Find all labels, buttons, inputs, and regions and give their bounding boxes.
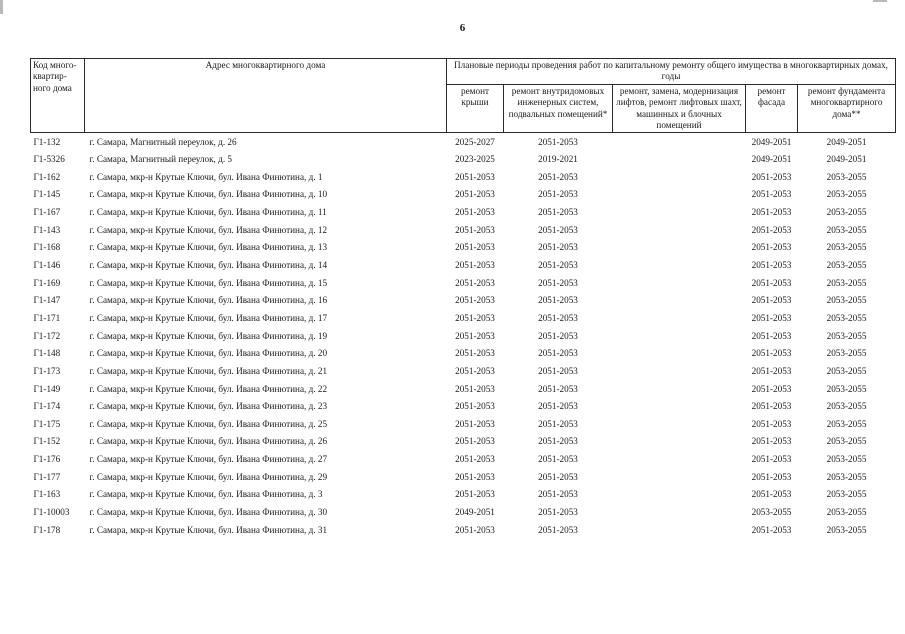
cell-address: г. Самара, мкр-н Крутые Ключи, бул. Ивана Финютина, д. 16	[89, 295, 328, 306]
cell-code: Г1-169	[33, 277, 61, 288]
cell-facade: 2051-2053	[751, 348, 792, 359]
cell-address: г. Самара, мкр-н Крутые Ключи, бул. Ивана Финютина, д. 31	[89, 524, 328, 535]
cell-foundation: 2053-2055	[826, 277, 867, 288]
cell-elevators	[613, 275, 746, 293]
cell-roof: 2023-2025	[455, 154, 495, 165]
cell-elevators	[613, 486, 746, 504]
cell-engineering: 2051-2053	[538, 260, 578, 271]
cell-address: г. Самара, мкр-н Крутые Ключи, бул. Ивана Финютина, д. 27	[89, 454, 328, 465]
cell-facade: 2051-2053	[751, 242, 792, 253]
cell-foundation: 2053-2055	[826, 489, 867, 500]
header-code: Код много-квартир-ного дома	[31, 59, 85, 133]
cell-engineering: 2051-2053	[538, 471, 578, 482]
cell-address: г. Самара, мкр-н Крутые Ключи, бул. Ивана Финютина, д. 30	[89, 507, 328, 517]
cell-foundation: 2053-2055	[826, 189, 867, 200]
cell-elevators	[613, 363, 746, 381]
table-row	[31, 451, 896, 469]
cell-code: Г1-152	[33, 436, 61, 447]
cell-roof: 2051-2053	[455, 260, 495, 271]
cell-facade: 2051-2053	[751, 171, 792, 182]
cell-code: Г1-171	[33, 312, 61, 323]
cell-address: г. Самара, мкр-н Крутые Ключи, бул. Ивана Финютина, д. 11	[89, 207, 327, 218]
header-foundation: ремонт фундамента многоквартирного дома**	[798, 84, 896, 133]
cell-address: г. Самара, мкр-н Крутые Ключи, бул. Ивана Финютина, д. 3	[89, 489, 323, 500]
scan-artifact-top-left	[0, 0, 3, 14]
table-row	[31, 469, 896, 487]
cell-address: г. Самара, мкр-н Крутые Ключи, бул. Ивана Финютина, д. 17	[89, 312, 328, 323]
cell-foundation: 2053-2055	[826, 348, 867, 359]
table-row	[31, 186, 896, 204]
header-facade: ремонт фасада	[746, 84, 798, 133]
header-elevators: ремонт, замена, модернизация лифтов, ремонт лифтовых шахт, машинных и блочных помещений	[613, 84, 746, 133]
cell-foundation: 2053-2055	[826, 507, 867, 517]
cell-facade: 2051-2053	[751, 312, 792, 323]
cell-address: г. Самара, мкр-н Крутые Ключи, бул. Ивана Финютина, д. 13	[89, 242, 328, 253]
cell-foundation: 2053-2055	[826, 365, 867, 376]
scan-artifact-top-right	[873, 0, 887, 2]
table-row	[31, 416, 896, 434]
cell-code: Г1-132	[33, 136, 61, 147]
cell-address: г. Самара, мкр-н Крутые Ключи, бул. Ивана Финютина, д. 12	[89, 224, 328, 235]
header-periods-group: Плановые периоды проведения работ по капитальному ремонту общего имущества в многоквартирных домах, годы	[447, 59, 896, 85]
table-row	[31, 504, 896, 522]
cell-facade: 2051-2053	[751, 454, 792, 465]
cell-address: г. Самара, мкр-н Крутые Ключи, бул. Ивана Финютина, д. 14	[89, 260, 328, 271]
cell-elevators	[613, 416, 746, 434]
cell-roof: 2051-2053	[455, 295, 495, 306]
cell-roof: 2051-2053	[455, 348, 495, 359]
cell-facade: 2051-2053	[751, 418, 792, 429]
cell-address: г. Самара, Магнитный переулок, д. 5	[89, 154, 233, 165]
cell-code: Г1-146	[33, 260, 61, 271]
table-row	[31, 292, 896, 310]
cell-roof: 2051-2053	[455, 242, 495, 253]
header-address: Адрес многоквартирного дома	[85, 59, 447, 133]
cell-address: г. Самара, мкр-н Крутые Ключи, бул. Ивана Финютина, д. 1	[89, 171, 323, 182]
cell-foundation: 2053-2055	[826, 524, 867, 535]
cell-foundation: 2049-2051	[826, 136, 867, 147]
cell-elevators	[613, 310, 746, 328]
cell-facade: 2051-2053	[751, 207, 792, 218]
cell-elevators	[613, 398, 746, 416]
cell-code: Г1-177	[33, 471, 61, 482]
cell-facade: 2051-2053	[751, 436, 792, 447]
cell-foundation: 2053-2055	[826, 312, 867, 323]
cell-roof: 2051-2053	[455, 189, 495, 200]
table-row	[31, 522, 896, 540]
cell-roof: 2051-2053	[455, 171, 495, 182]
cell-engineering: 2051-2053	[538, 383, 578, 394]
cell-code: Г1-163	[33, 489, 61, 500]
cell-roof: 2051-2053	[455, 489, 495, 500]
cell-code: Г1-168	[33, 242, 61, 253]
table-row	[31, 433, 896, 451]
cell-engineering: 2051-2053	[538, 454, 578, 465]
cell-code: Г1-172	[33, 330, 61, 341]
cell-engineering: 2051-2053	[538, 401, 578, 412]
cell-foundation: 2053-2055	[826, 401, 867, 412]
cell-elevators	[613, 433, 746, 451]
cell-roof: 2051-2053	[455, 454, 495, 465]
cell-roof: 2051-2053	[455, 383, 495, 394]
cell-roof: 2025-2027	[455, 136, 495, 147]
cell-facade: 2051-2053	[751, 401, 792, 412]
cell-elevators	[613, 292, 746, 310]
table-row	[31, 275, 896, 293]
cell-elevators	[613, 186, 746, 204]
cell-address: г. Самара, мкр-н Крутые Ключи, бул. Ивана Финютина, д. 29	[89, 471, 328, 482]
cell-code: Г1-162	[33, 171, 61, 182]
cell-facade: 2051-2053	[751, 277, 792, 288]
page-number: 6	[459, 22, 466, 34]
cell-code: Г1-5326	[33, 154, 65, 165]
cell-foundation: 2053-2055	[826, 454, 867, 465]
cell-foundation: 2049-2051	[826, 154, 867, 165]
cell-address: г. Самара, мкр-н Крутые Ключи, бул. Ивана Финютина, д. 15	[89, 277, 328, 288]
cell-facade: 2053-2055	[751, 507, 792, 517]
cell-engineering: 2051-2053	[538, 418, 578, 429]
cell-code: Г1-174	[33, 401, 61, 412]
table-row	[31, 222, 896, 240]
cell-foundation: 2053-2055	[826, 260, 867, 271]
cell-elevators	[613, 380, 746, 398]
cell-code: Г1-147	[33, 295, 61, 306]
cell-roof: 2051-2053	[455, 401, 495, 412]
cell-elevators	[613, 522, 746, 540]
cell-facade: 2051-2053	[751, 471, 792, 482]
cell-elevators	[613, 469, 746, 487]
cell-foundation: 2053-2055	[826, 171, 867, 182]
table-row	[31, 363, 896, 381]
table-row	[31, 133, 896, 151]
cell-facade: 2051-2053	[751, 224, 792, 235]
cell-engineering: 2051-2053	[538, 489, 578, 500]
cell-roof: 2049-2051	[455, 507, 495, 517]
cell-engineering: 2051-2053	[538, 524, 578, 535]
cell-facade: 2051-2053	[751, 365, 792, 376]
cell-engineering: 2051-2053	[538, 436, 578, 447]
cell-elevators	[613, 239, 746, 257]
cell-foundation: 2053-2055	[826, 242, 867, 253]
cell-facade: 2051-2053	[751, 524, 792, 535]
cell-code: Г1-173	[33, 365, 61, 376]
cell-code: Г1-148	[33, 348, 61, 359]
cell-roof: 2051-2053	[455, 224, 495, 235]
cell-facade: 2051-2053	[751, 295, 792, 306]
cell-engineering: 2051-2053	[538, 224, 578, 235]
cell-code: Г1-167	[33, 207, 61, 218]
cell-code: Г1-176	[33, 454, 61, 465]
cell-engineering: 2051-2053	[538, 365, 578, 376]
cell-elevators	[613, 504, 746, 522]
cell-engineering: 2051-2053	[538, 171, 578, 182]
table-row	[31, 310, 896, 328]
cell-address: г. Самара, мкр-н Крутые Ключи, бул. Ивана Финютина, д. 26	[89, 436, 328, 447]
cell-code: Г1-175	[33, 418, 61, 429]
cell-roof: 2051-2053	[455, 524, 495, 535]
cell-address: г. Самара, мкр-н Крутые Ключи, бул. Ивана Финютина, д. 23	[89, 401, 328, 412]
table-row	[31, 151, 896, 169]
cell-roof: 2051-2053	[455, 312, 495, 323]
table-row	[31, 398, 896, 416]
table-row	[31, 327, 896, 345]
cell-code: Г1-149	[33, 383, 61, 394]
table-body	[31, 133, 896, 539]
cell-address: г. Самара, мкр-н Крутые Ключи, бул. Ивана Финютина, д. 22	[89, 383, 328, 394]
cell-foundation: 2053-2055	[826, 224, 867, 235]
cell-roof: 2051-2053	[455, 277, 495, 288]
cell-engineering: 2019-2021	[538, 154, 578, 165]
cell-facade: 2051-2053	[751, 489, 792, 500]
cell-engineering: 2051-2053	[538, 242, 578, 253]
cell-code: Г1-143	[33, 224, 61, 235]
cell-foundation: 2053-2055	[826, 330, 867, 341]
cell-roof: 2051-2053	[455, 330, 495, 341]
cell-elevators	[613, 151, 746, 169]
cell-elevators	[613, 451, 746, 469]
cell-engineering: 2051-2053	[538, 507, 578, 517]
header-roof: ремонт крыши	[447, 84, 504, 133]
cell-facade: 2051-2053	[751, 260, 792, 271]
cell-code: Г1-178	[33, 524, 61, 535]
table-row	[31, 169, 896, 187]
table-row	[31, 380, 896, 398]
cell-address: г. Самара, мкр-н Крутые Ключи, бул. Ивана Финютина, д. 20	[89, 348, 328, 359]
cell-roof: 2051-2053	[455, 207, 495, 218]
cell-facade: 2051-2053	[751, 330, 792, 341]
cell-facade: 2049-2051	[751, 154, 792, 165]
cell-roof: 2051-2053	[455, 471, 495, 482]
cell-address: г. Самара, Магнитный переулок, д. 26	[89, 136, 237, 147]
cell-elevators	[613, 327, 746, 345]
cell-elevators	[613, 133, 746, 151]
cell-elevators	[613, 169, 746, 187]
table-row	[31, 239, 896, 257]
cell-foundation: 2053-2055	[826, 207, 867, 218]
cell-engineering: 2051-2053	[538, 295, 578, 306]
cell-elevators	[613, 222, 746, 240]
table-row	[31, 257, 896, 275]
cell-foundation: 2053-2055	[826, 418, 867, 429]
table-row	[31, 345, 896, 363]
table-row	[31, 486, 896, 504]
cell-elevators	[613, 257, 746, 275]
cell-engineering: 2051-2053	[538, 330, 578, 341]
cell-foundation: 2053-2055	[826, 471, 867, 482]
cell-foundation: 2053-2055	[826, 383, 867, 394]
cell-address: г. Самара, мкр-н Крутые Ключи, бул. Ивана Финютина, д. 10	[89, 189, 328, 200]
header-row-top	[31, 59, 896, 85]
table-row	[31, 204, 896, 222]
cell-elevators	[613, 345, 746, 363]
cell-address: г. Самара, мкр-н Крутые Ключи, бул. Ивана Финютина, д. 25	[89, 418, 328, 429]
cell-engineering: 2051-2053	[538, 348, 578, 359]
cell-roof: 2051-2053	[455, 436, 495, 447]
cell-code: Г1-10003	[33, 507, 70, 517]
cell-engineering: 2051-2053	[538, 207, 578, 218]
cell-foundation: 2053-2055	[826, 436, 867, 447]
cell-facade: 2051-2053	[751, 383, 792, 394]
cell-facade: 2051-2053	[751, 189, 792, 200]
cell-roof: 2051-2053	[455, 418, 495, 429]
repair-schedule-table	[30, 58, 896, 539]
cell-engineering: 2051-2053	[538, 136, 578, 147]
cell-engineering: 2051-2053	[538, 277, 578, 288]
cell-elevators	[613, 204, 746, 222]
cell-address: г. Самара, мкр-н Крутые Ключи, бул. Ивана Финютина, д. 21	[89, 365, 328, 376]
cell-address: г. Самара, мкр-н Крутые Ключи, бул. Ивана Финютина, д. 19	[89, 330, 328, 341]
cell-foundation: 2053-2055	[826, 295, 867, 306]
cell-roof: 2051-2053	[455, 365, 495, 376]
cell-engineering: 2051-2053	[538, 189, 578, 200]
header-engineering: ремонт внутридомовых инженерных систем, подвальных помещений*	[504, 84, 613, 133]
cell-engineering: 2051-2053	[538, 312, 578, 323]
cell-code: Г1-145	[33, 189, 61, 200]
cell-facade: 2049-2051	[751, 136, 792, 147]
